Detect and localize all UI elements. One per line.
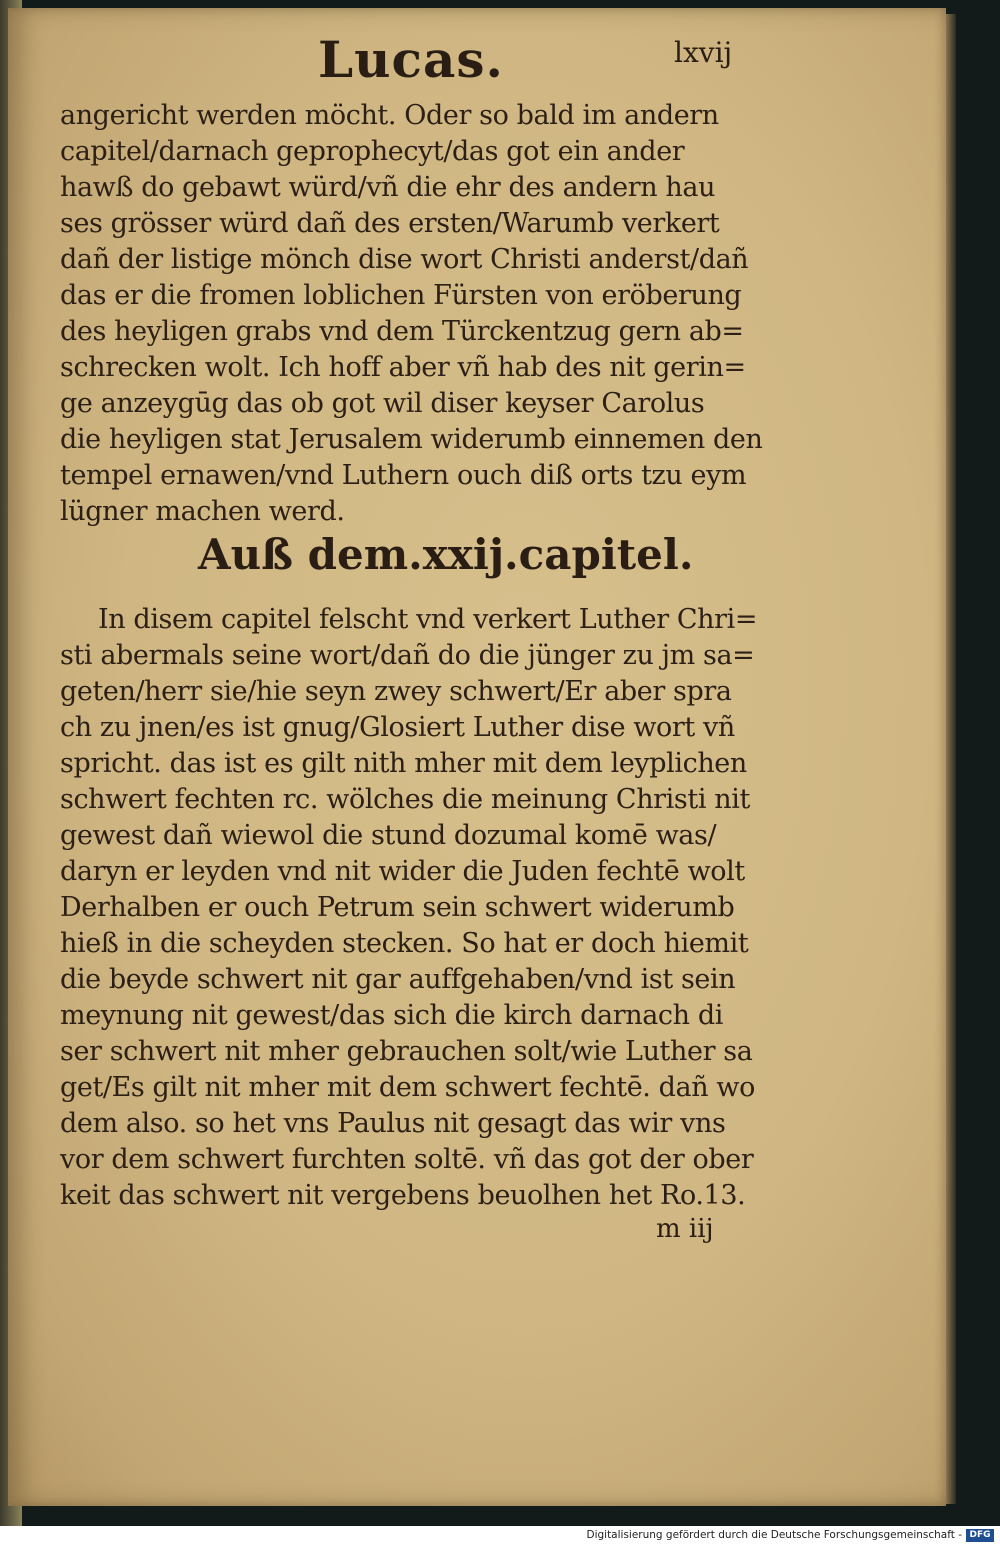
text-line: die beyde schwert nit gar auffgehaben/vnd ist sein [60, 964, 736, 995]
text-line: lügner machen werd. [60, 496, 345, 527]
text-line: dem also. so het vns Paulus nit gesagt das wir vns [60, 1108, 726, 1139]
text-line: ser schwert nit mher gebrauchen solt/wie Luther sa [60, 1036, 753, 1067]
text-line: geten/herr sie/hie seyn zwey schwert/Er aber spra [60, 676, 732, 707]
text-line: ge anzeygūg das ob got wil diser keyser Carolus [60, 388, 705, 419]
text-line: sti abermals seine wort/dañ do die jünger zu jm sa= [60, 640, 755, 671]
footer-bar [0, 1526, 1000, 1546]
text-line: get/Es gilt nit mher mit dem schwert fechtē. dañ wo [60, 1072, 755, 1103]
text-line: schrecken wolt. Ich hoff aber vñ hab des nit gerin= [60, 352, 746, 383]
text-line: das er die fromen loblichen Fürsten von eröberung [60, 280, 742, 311]
text-line: hieß in die scheyden stecken. So hat er doch hiemit [60, 928, 749, 959]
text-line: meynung nit gewest/das sich die kirch darnach di [60, 1000, 723, 1031]
running-head: Lucas. [318, 30, 504, 89]
folio-number: lxvij [674, 36, 733, 69]
text-line: hawß do gebawt würd/vñ die ehr des andern hau [60, 172, 716, 203]
text-line: schwert fechten rc. wölches die meinung Christi nit [60, 784, 750, 815]
text-line: ch zu jnen/es ist gnug/Glosiert Luther dise wort vñ [60, 712, 735, 743]
dfg-logo-icon: DFG [966, 1529, 994, 1542]
text-line: ses grösser würd dañ des ersten/Warumb verkert [60, 208, 720, 239]
text-line: In disem capitel felscht vnd verkert Luther Chri= [98, 604, 758, 635]
text-line: tempel ernawen/vnd Luthern ouch diß orts tzu eym [60, 460, 747, 491]
text-line: die heyligen stat Jerusalem widerumb einnemen den [60, 424, 763, 455]
text-line: des heyligen grabs vnd dem Türckentzug gern ab= [60, 316, 744, 347]
text-line: gewest dañ wiewol die stund dozumal komē was/ [60, 820, 717, 851]
section-heading: Auß dem.xxij.capitel. [198, 530, 694, 579]
text-line: spricht. das ist es gilt nith mher mit dem leyplichen [60, 748, 747, 779]
signature-mark: m iij [656, 1214, 714, 1244]
text-line: daryn er leyden vnd nit wider die Juden fechtē wolt [60, 856, 745, 887]
text-line: dañ der listige mönch dise wort Christi anderst/dañ [60, 244, 749, 275]
text-line: capitel/darnach geprophecyt/das got ein ander [60, 136, 685, 167]
text-line: keit das schwert nit vergebens beuolhen het Ro.13. [60, 1180, 746, 1211]
funding-credit: Digitalisierung gefördert durch die Deutsche Forschungsgemeinschaft - [586, 1529, 962, 1541]
text-line: vor dem schwert furchten soltē. vñ das got der ober [60, 1144, 754, 1175]
book-page [8, 8, 946, 1506]
page-edge [946, 14, 956, 1504]
text-line: angericht werden möcht. Oder so bald im andern [60, 100, 719, 131]
text-line: Derhalben er ouch Petrum sein schwert widerumb [60, 892, 735, 923]
